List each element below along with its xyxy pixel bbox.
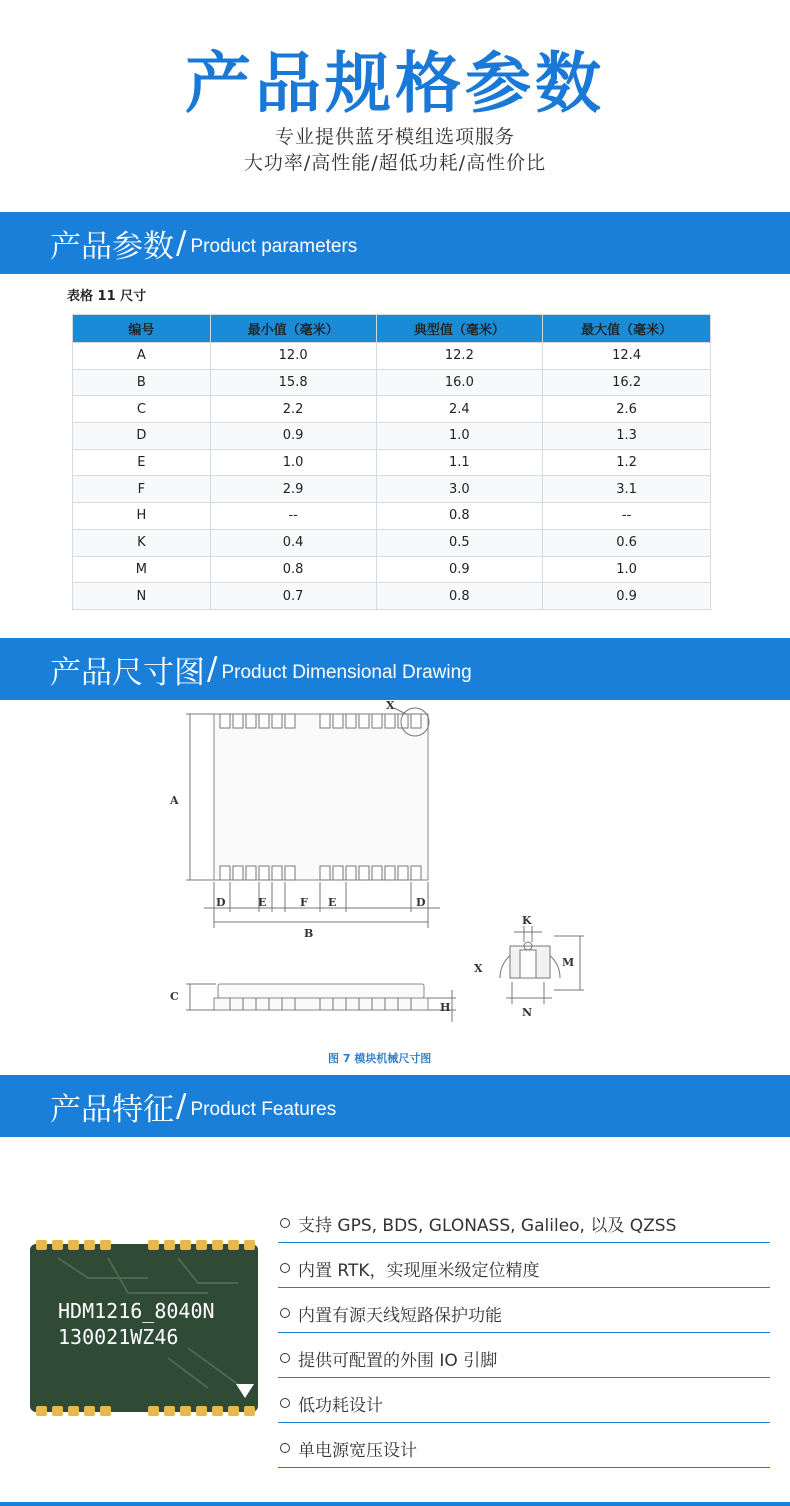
list-item <box>278 1333 770 1378</box>
cell-max: 1.2 <box>543 449 711 476</box>
cell-max: 16.2 <box>543 369 711 396</box>
feature-text: 内置有源天线短路保护功能 <box>298 1305 502 1326</box>
cell-typ: 12.2 <box>376 343 543 370</box>
cell-typ: 1.1 <box>376 449 543 476</box>
section-title-cn: 产品参数 <box>50 228 174 265</box>
table-row <box>73 343 711 370</box>
cell-id: C <box>73 396 211 423</box>
cell-typ: 1.0 <box>376 423 543 450</box>
cell-min: 2.9 <box>210 476 376 503</box>
header-typ: 典型值（毫米） <box>376 315 543 343</box>
dim-label-n: N <box>522 1006 533 1019</box>
cell-min: 0.8 <box>210 556 376 583</box>
cell-typ: 0.5 <box>376 529 543 556</box>
feature-text: 单电源宽压设计 <box>298 1440 417 1461</box>
dim-label-a: A <box>170 794 179 807</box>
section-title-slash: / <box>176 225 187 261</box>
circle-bullet-icon <box>280 1218 290 1228</box>
cell-min: 15.8 <box>210 369 376 396</box>
dimensional-drawing <box>160 700 620 1070</box>
cell-typ: 0.8 <box>376 583 543 610</box>
cell-id: D <box>73 423 211 450</box>
cell-typ: 16.0 <box>376 369 543 396</box>
dim-label-f: F <box>300 896 308 909</box>
section-title-cn: 产品特征 <box>50 1091 174 1128</box>
cell-id: F <box>73 476 211 503</box>
cell-max: 0.9 <box>543 583 711 610</box>
table-row <box>73 556 711 583</box>
list-item <box>278 1378 770 1423</box>
cell-max: 3.1 <box>543 476 711 503</box>
table-row <box>73 369 711 396</box>
table-row <box>73 583 711 610</box>
header-min: 最小值（毫米） <box>210 315 376 343</box>
cell-id: N <box>73 583 211 610</box>
section-title-slash: / <box>176 1088 187 1124</box>
table-row <box>73 476 711 503</box>
cell-min: 0.7 <box>210 583 376 610</box>
header-id: 编号 <box>73 315 211 343</box>
section-header-features <box>0 1075 790 1137</box>
dim-label-m: M <box>562 956 575 969</box>
cell-id: K <box>73 529 211 556</box>
section-title-cn: 产品尺寸图 <box>50 654 205 691</box>
list-item <box>278 1198 770 1243</box>
section-title-en: Product parameters <box>190 236 358 257</box>
cell-min: 2.2 <box>210 396 376 423</box>
cell-max: 1.0 <box>543 556 711 583</box>
table-row <box>73 423 711 450</box>
dim-label-h: H <box>440 1001 451 1014</box>
cell-max: 1.3 <box>543 423 711 450</box>
section-header-params <box>0 212 790 274</box>
list-item <box>278 1243 770 1288</box>
dim-label-x-detail: X <box>474 962 483 975</box>
dim-label-e-right: E <box>328 896 337 909</box>
dim-label-b: B <box>304 927 314 940</box>
circle-bullet-icon <box>280 1308 290 1318</box>
table-row <box>73 503 711 530</box>
module-photo <box>28 1238 260 1418</box>
dim-label-c: C <box>170 990 179 1003</box>
module-print-line1: HDM1216_8040N <box>58 1299 215 1323</box>
cell-max: -- <box>543 503 711 530</box>
section-title-slash: / <box>207 651 218 687</box>
circle-bullet-icon <box>280 1263 290 1273</box>
cell-min: 0.9 <box>210 423 376 450</box>
feature-text: 内置 RTK，实现厘米级定位精度 <box>298 1260 540 1281</box>
dim-label-d-left: D <box>216 896 226 909</box>
cell-typ: 3.0 <box>376 476 543 503</box>
module-pcb-svg <box>28 1238 260 1418</box>
drawing-caption: 图 7 模块机械尺寸图 <box>328 1052 432 1065</box>
page-subtitle-line1: 专业提供蓝牙模组选项服务 <box>274 126 515 148</box>
table-row <box>73 396 711 423</box>
list-item <box>278 1288 770 1333</box>
cell-typ: 2.4 <box>376 396 543 423</box>
cell-id: M <box>73 556 211 583</box>
page-title: 产品规格参数 <box>185 45 605 122</box>
dimensional-drawing-svg <box>160 700 620 1045</box>
header-max: 最大值（毫米） <box>543 315 711 343</box>
cell-max: 12.4 <box>543 343 711 370</box>
dimension-table <box>72 314 711 610</box>
table-header-row <box>73 315 711 343</box>
dim-label-k: K <box>522 914 532 927</box>
table-caption: 表格 11 尺寸 <box>67 289 147 304</box>
cell-typ: 0.9 <box>376 556 543 583</box>
cell-min: 0.4 <box>210 529 376 556</box>
section-title-en: Product Dimensional Drawing <box>221 662 472 683</box>
table-row <box>73 529 711 556</box>
cell-id: B <box>73 369 211 396</box>
circle-bullet-icon <box>280 1353 290 1363</box>
section-header-drawing <box>0 638 790 700</box>
cell-typ: 0.8 <box>376 503 543 530</box>
cell-id: E <box>73 449 211 476</box>
cell-min: 12.0 <box>210 343 376 370</box>
dim-label-e-left: E <box>258 896 267 909</box>
dim-label-d-right: D <box>416 896 426 909</box>
cell-max: 0.6 <box>543 529 711 556</box>
module-print-line2: 130021WZ46 <box>58 1325 179 1349</box>
cell-id: H <box>73 503 211 530</box>
cell-min: 1.0 <box>210 449 376 476</box>
circle-bullet-icon <box>280 1443 290 1453</box>
list-item <box>278 1423 770 1468</box>
feature-text: 支持 GPS, BDS, GLONASS, Galileo, 以及 QZSS <box>298 1215 677 1236</box>
bottom-divider <box>0 1502 790 1506</box>
feature-text: 低功耗设计 <box>298 1395 383 1416</box>
feature-text: 提供可配置的外围 IO 引脚 <box>298 1350 498 1371</box>
cell-max: 2.6 <box>543 396 711 423</box>
feature-list <box>278 1198 770 1468</box>
page-subtitle-line2: 大功率/高性能/超低功耗/高性价比 <box>243 152 547 174</box>
dim-label-x-top: X <box>386 700 395 712</box>
circle-bullet-icon <box>280 1398 290 1408</box>
table-row <box>73 449 711 476</box>
cell-min: -- <box>210 503 376 530</box>
section-title-en: Product Features <box>190 1099 337 1120</box>
cell-id: A <box>73 343 211 370</box>
